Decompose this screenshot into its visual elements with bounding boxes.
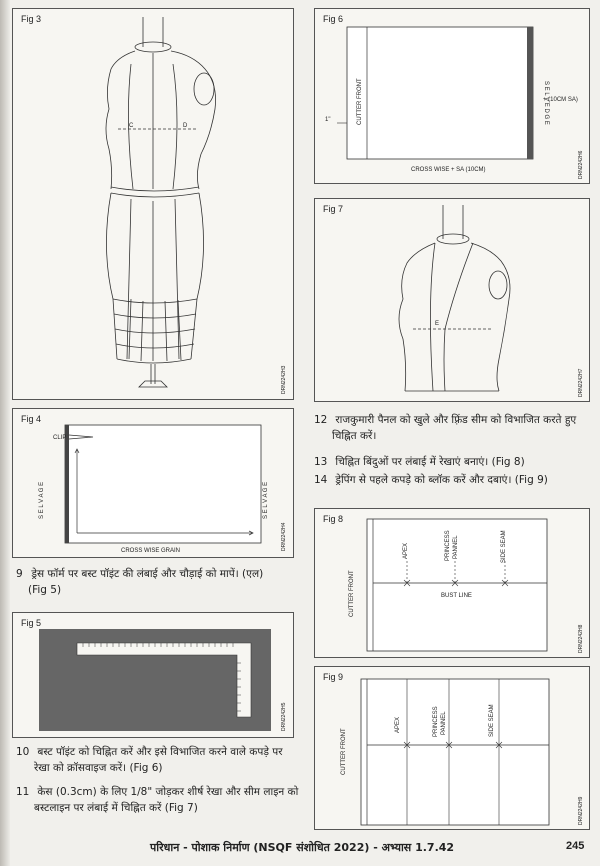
figure-4 — [12, 408, 294, 558]
figure-7-label: Fig 7 — [323, 204, 344, 214]
dress-form-illustration — [13, 9, 295, 401]
figure-8 — [314, 508, 590, 658]
page-gutter — [0, 0, 10, 866]
figure-9 — [314, 666, 590, 830]
princess-label-8: PRINCESS — [445, 530, 451, 561]
mark-c: C — [129, 123, 134, 129]
figure-3-code: DRN2242H3 — [281, 365, 287, 394]
figure-9-code: DRN2242H9 — [578, 796, 584, 825]
ruler-diagram — [13, 613, 295, 739]
fabric-diagram-8 — [315, 509, 591, 659]
apex-label-8: APEX — [403, 542, 409, 559]
footer-title: परिधान - पोशाक निर्माण (NSQF संशोधित 2022) - अभ्यास 1.7.42 — [150, 841, 455, 854]
sa-label: + (10CM SA) — [543, 97, 578, 103]
clip-label: CLIP — [53, 435, 67, 441]
selvage-left: S E L V A G E — [39, 481, 45, 519]
apex-label-9: APEX — [395, 716, 401, 733]
step-10: 10 बस्ट पॉइंट को चिह्नित करें और इसे विभाजित करने वाले कपड़े पर रेखा को क्रॉसवाइज करें। (Fig 6) — [16, 746, 283, 774]
figure-5 — [12, 612, 294, 738]
pannel-label-9: PANNEL — [441, 711, 447, 735]
figure-6 — [314, 8, 590, 184]
bodice-illustration — [315, 199, 591, 403]
figure-4-label: Fig 4 — [21, 414, 42, 424]
side-seam-label-9: SIDE SEAM — [489, 704, 495, 737]
bust-line-label: BUST LINE — [441, 593, 472, 599]
step-11: 11 केस (0.3cm) के लिए 1/8" जोड़कर शीर्ष रेखा और सीम लाइन को बस्टलाइन पर लंबाई में चिह्नित करें (Fig 7) — [16, 786, 299, 814]
page-footer — [0, 836, 600, 860]
cross-wise-grain: CROSS WISE GRAIN — [121, 548, 181, 554]
cross-wise-sa: CROSS WISE + SA (10CM) — [411, 167, 486, 173]
selvage-right: S E L V A G E — [263, 481, 269, 519]
figure-9-label: Fig 9 — [323, 672, 344, 682]
figure-8-code: DRN2242H8 — [578, 624, 584, 653]
page-number: 245 — [566, 840, 585, 852]
side-seam-label-8: SIDE SEAM — [501, 530, 507, 563]
figure-6-code: DRN2242H6 — [578, 150, 584, 179]
step-13: 13 चिह्नित बिंदुओं पर लंबाई में रेखाएं बनाएं। (Fig 8) — [314, 456, 525, 468]
cutter-front-6: CUTTER FRONT — [357, 78, 363, 125]
cutter-front-8: CUTTER FRONT — [349, 570, 355, 617]
fabric-diagram-4 — [13, 409, 295, 559]
figure-3 — [12, 8, 294, 400]
figure-5-code: DRN2242H5 — [281, 702, 287, 731]
figure-7 — [314, 198, 590, 402]
step-9: 9 ड्रेस फॉर्म पर बस्ट पॉइंट की लंबाई और चौड़ाई को मापें। (एल) (Fig 5) — [16, 568, 264, 596]
figure-6-label: Fig 6 — [323, 14, 344, 24]
figure-4-code: DRN2242H4 — [281, 522, 287, 551]
princess-label-9: PRINCESS — [433, 706, 439, 737]
one-inch-label: 1" — [325, 117, 331, 123]
mark-d: D — [183, 123, 188, 129]
selvedge-label: S E L V E D G E — [543, 81, 549, 125]
figure-5-label: Fig 5 — [21, 618, 42, 628]
figure-3-label: Fig 3 — [21, 14, 42, 24]
figure-8-label: Fig 8 — [323, 514, 344, 524]
fabric-diagram-9 — [315, 667, 591, 831]
step-12: 12 राजकुमारी पैनल को खुले और फ़्रिंड सीम को विभाजित करते हुए चिह्नित करें। — [314, 414, 577, 442]
figure-7-code: DRN2242H7 — [578, 368, 584, 397]
pannel-label-8: PANNEL — [453, 535, 459, 559]
step-14: 14 ड्रेपिंग से पहले कपड़े को ब्लॉक करें और दबाएं। (Fig 9) — [314, 474, 548, 486]
mark-e: E — [435, 321, 440, 327]
cutter-front-9: CUTTER FRONT — [341, 728, 347, 775]
